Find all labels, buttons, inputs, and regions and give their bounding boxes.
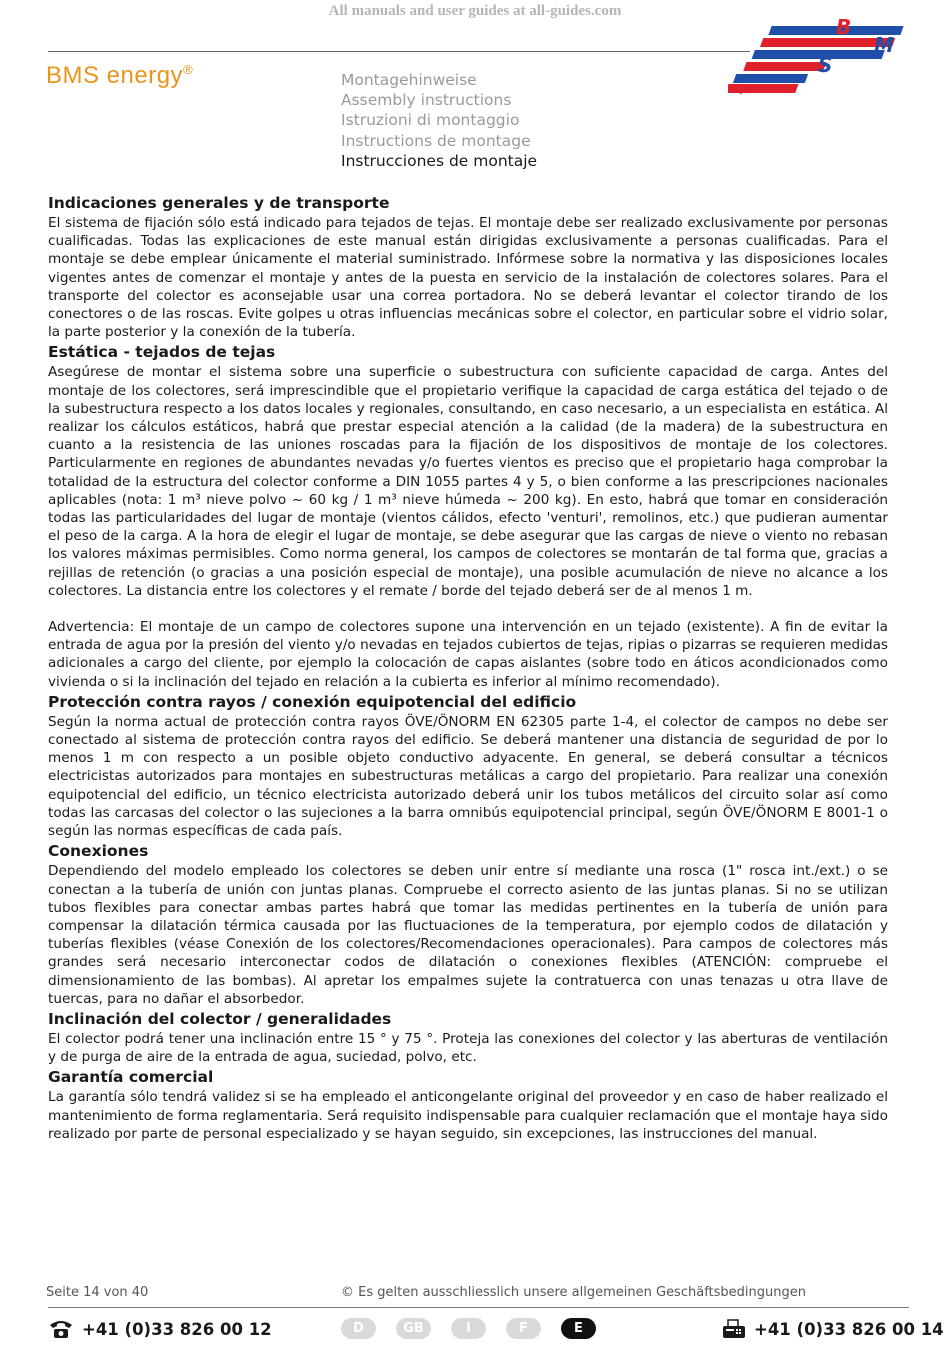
logo-letter-m: M [874, 33, 894, 57]
heading-warranty: Garantía comercial [48, 1068, 214, 1087]
phone-contact [48, 1319, 272, 1339]
main-content [48, 192, 888, 1143]
logo-letter-b: B [836, 15, 852, 39]
brand-logo [46, 62, 193, 90]
lang-d[interactable]: D [341, 1318, 376, 1339]
bms-logo-icon [728, 14, 908, 96]
paragraph-lightning: Según la norma actual de protección contra rayos ÖVE/ÖNORM EN 62305 parte 1-4, el colector de campos no debe ser conectado al sistema de protección contra rayos del edificio. Se deberá mantener una distancia de seguridad de por lo menos 1 m con respecto a un posible objeto conductivo adyacente. En general, se deberá consultar a técnicos electricistas autorizados para montajes en subestructuras metálicas a cargo del propietario. Para realizar una conexión equipotencial del edificio, un técnico electricista autorizado deberá unir los tubos metálicos del circuito solar así como todas las carcasas del colector o las sujeciones a la barra omnibús equipotencial principal, según ÖVE/ÖNORM E 8001-1 o según las normas específicas de cada país. [48, 713, 888, 840]
heading-lightning: Protección contra rayos / conexión equipotencial del edificio [48, 692, 577, 711]
footer-rule [48, 1307, 909, 1308]
title-es: Instrucciones de montaje [341, 151, 538, 170]
page-number: Seite 14 von 40 [46, 1285, 149, 1300]
paragraph-warranty: La garantía sólo tendrá validez si se ha empleado el anticongelante original del proveedor y en caso de haber realizado el mantenimiento de forma reglamentaria. Será requisito indispensable para cualquier reclamación que el montaje haya sido realizado por parte de personal especializado y se hayan seguido, sin excepciones, las instrucciones del manual. [48, 1089, 888, 1142]
title-de: Montagehinweise [341, 71, 477, 89]
heading-connections: Conexiones [48, 842, 149, 861]
telephone-icon [48, 1319, 74, 1339]
spacer [48, 600, 888, 618]
paragraph-warning: Advertencia: El montaje de un campo de colectores supone una intervención en un tejado (existente). A fin de evitar la entrada de agua por la presión del viento y/o nevadas en tejados cubiertos de tejas, ripias o pizarras se requieren medidas adicionales a cargo del cliente, por ejemplo la colocación de capas aislantes (sobre todo en áticos acondicionados como vivienda o si la inclinación del tejado en relación a la cubierta es inferior al mínimo recomendado). [48, 619, 888, 690]
document-titles [341, 70, 537, 171]
swiss-cross-icon: + [734, 79, 748, 96]
paragraph-connections: Dependiendo del modelo empleado los colectores se deben unir entre sí mediante una rosca (1" rosca int./ext.) o se conectan a la tubería de unión con juntas planas. Compruebe el correcto asiento de las juntas planas. Si no se utilizan tubos flexibles para conectar ambas partes habrá que tomar las medidas pertinentes en la tubería de unión para compensar la dilatación térmica causada por las fluctuaciones de la temperatura, por ejemplo codos de dilatación y tuberías flexibles (véase Conexión de los colectores/Recomendaciones operacionales). Para campos de colectores más grandes será necesario interconectar codos de dilatación o conexiones flexibles (ATENCIÓN: compruebe el dimensionamiento de las bombas). Al apretar los empalmes sujete la contratuerca con unas tenazas u otra llave de tuercas, para no dañar el absorbedor. [48, 863, 888, 1007]
paragraph-inclination: El colector podrá tener una inclinación entre 15 ° y 75 °. Proteja las conexiones del colector y las aberturas de ventilación y de purga de aire de la entrada de agua, suciedad, polvo, etc. [48, 1030, 888, 1066]
fax-icon [722, 1319, 746, 1339]
registered-mark: ® [183, 62, 194, 77]
title-it: Istruzioni di montaggio [341, 111, 520, 130]
title-fr: Instructions de montage [341, 131, 531, 150]
lang-gb[interactable]: GB [396, 1318, 431, 1339]
lang-f[interactable]: F [506, 1318, 541, 1339]
fax-contact [722, 1319, 944, 1339]
brand-name: BMS energy [46, 62, 184, 89]
heading-general: Indicaciones generales y de transporte [48, 194, 390, 212]
fax-number: +41 (0)33 826 00 14 [754, 1319, 944, 1339]
language-selector [341, 1318, 616, 1339]
lang-i[interactable]: I [451, 1318, 486, 1339]
header-rule [48, 51, 750, 52]
heading-statics: Estática - tejados de tejas [48, 343, 276, 362]
phone-number: +41 (0)33 826 00 12 [82, 1319, 272, 1339]
paragraph-statics: Asegúrese de montar el sistema sobre una superficie o subestructura con suficiente capacidad de carga. Antes del montaje de los colectores, será imprescindible que el propietario verifique la capacidad de carga estática del tejado o de la subestructura respecto a los datos locales y regionales, consultando, en caso necesario, a un especialista en estática. Al realizar los cálculos estáticos, habrá que prestar especial atención a la calidad (de la madera) de la subestructura en cuanto a la resistencia de las uniones roscadas para la fijación de los dispositivos de montaje de los colectores. Particularmente en regiones de abundantes nevadas y/o fuertes vientos es preciso que el propietario haga comprobar la totalidad de la estructura del colector conforme a DIN 1055 partes 4 y 5, o bien conforme a las prescripciones nacionales aplicables (nota: 1 m³ nieve polvo ~ 60 kg / 1 m³ nieve húmeda ~ 200 kg). En esto, habrá que tomar en consideración todas las particularidades del lugar de montaje (vientos cálidos, efecto 'venturi', remolinos, etc.) que pudieran aumentar el peso de la carga. A la hora de elegir el lugar de montaje, se debe asegurar que las cargas de nieve o viento no rebasan los valores máximas permisibles. Como norma general, los campos de colectores se montarán de tal forma que, gracias a rejillas de retención (o gracias a una posición especial de montaje), una posible acumulación de nieve no alcance a los colectores. La distancia entre los colectores y el remate / borde del tejado deberá ser de al menos 1 m. [48, 364, 888, 599]
paragraph-general: El sistema de fijación sólo está indicado para tejados de tejas. El montaje debe ser realizado exclusivamente por personas cualificadas. Todas las explicaciones de este manual están dirigidas exclusivamente a personas cualificadas. Para el montaje se debe emplear únicamente el material suministrado. Infórmese sobre la normativa y las disposiciones locales vigentes antes de comenzar el montaje y antes de la puesta en servicio de la instalación de colectores solares. Para el transporte del colector es aconsejable usar una correa portadora. No se deberá levantar el colector tirando de los conectores o de las roscas. Evite golpes u otras influencias mecánicas sobre el colector, en particular sobre el vidrio solar, la parte posterior y la conexión de la tubería. [48, 215, 888, 341]
logo-letter-s: S [818, 53, 833, 77]
lang-e[interactable]: E [561, 1318, 596, 1339]
heading-inclination: Inclinación del colector / generalidades [48, 1009, 392, 1028]
terms-notice: © Es gelten ausschliesslich unsere allgemeinen Geschäftsbedingungen [341, 1285, 806, 1300]
watermark: All manuals and user guides at all-guides.com [328, 3, 622, 19]
title-en: Assembly instructions [341, 91, 512, 110]
